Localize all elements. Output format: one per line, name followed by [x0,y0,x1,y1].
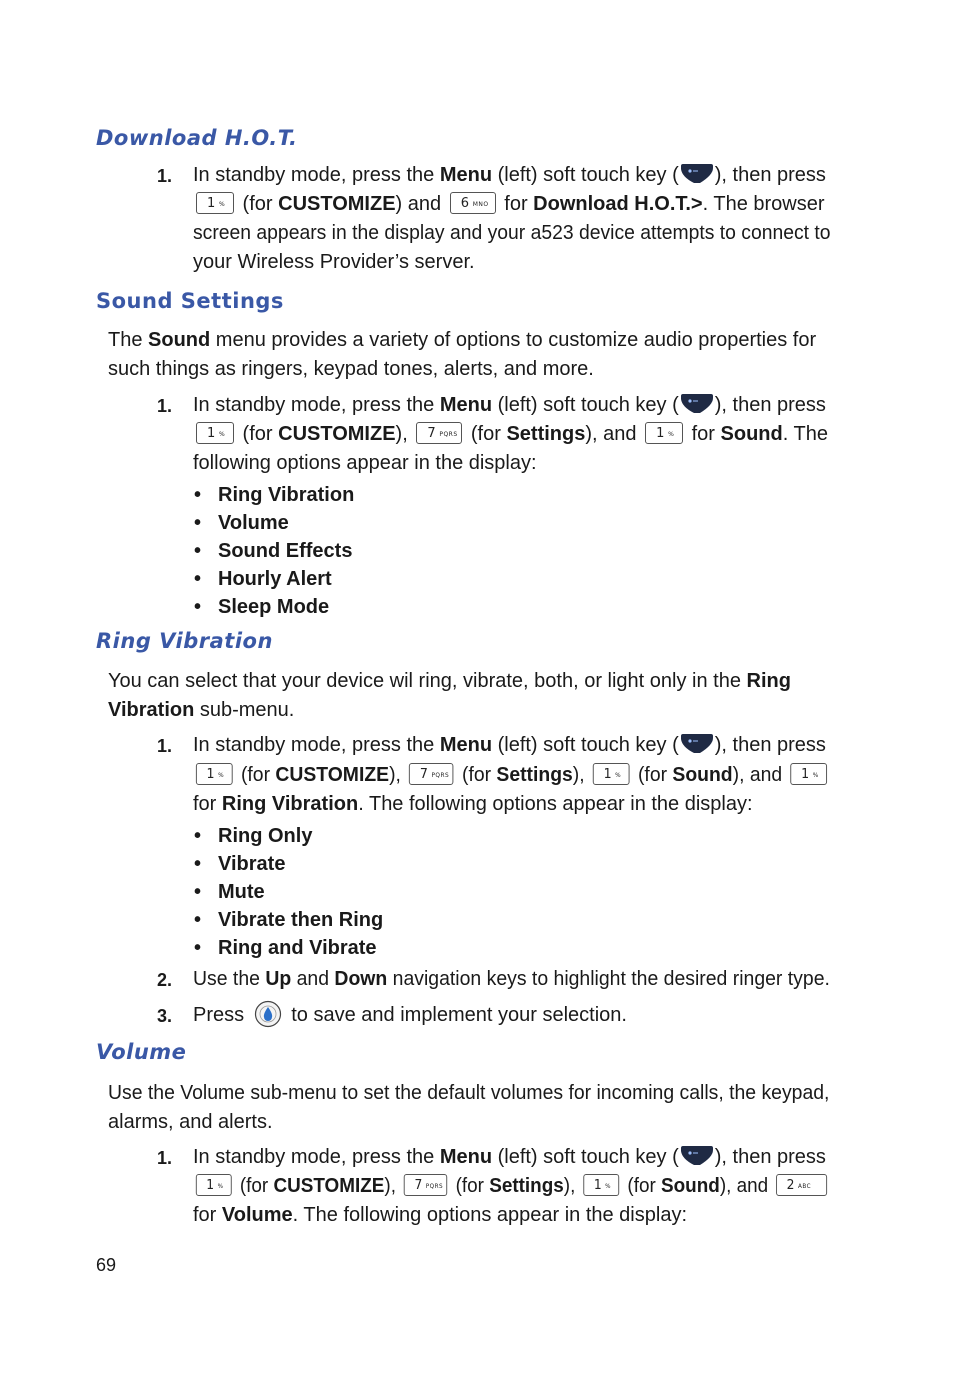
bullet-item: • Vibrate [218,850,285,878]
key-6-icon: 6 MNO [450,192,496,214]
paragraph-line: The Sound menu provides a variety of options to customize audio properties for [108,329,817,351]
step-number: 1. [157,1148,173,1168]
bullet-item: • Ring Only [218,822,312,850]
step-line: your Wireless Provider’s server. [193,251,475,273]
step-line: Press to save and implement your selection. [193,1001,627,1030]
key-1-icon: 1 % [645,422,683,444]
key-1-icon: 1 % [196,1174,232,1196]
paragraph-line: such things as ringers, keypad tones, alerts, and more. [108,358,594,380]
left-soft-key-icon [680,733,714,755]
key-1-icon: 1 % [593,763,630,785]
step-line: for Ring Vibration. The following options appear in the display: [193,793,753,815]
step-number: 1. [157,736,173,756]
step-line: 1 % (for CUSTOMIZE), 7 PQRS (for Settings), 1 % (for Sound), and 2 ABC [193,1172,830,1201]
heading-sound-settings: Sound Settings [96,289,284,313]
bullet-item: • Volume [218,509,289,537]
page-number: 69 [96,1255,117,1275]
key-1-icon: 1 % [790,763,827,785]
left-soft-key-icon [680,1145,714,1167]
bullet-item: • Ring Vibration [218,481,354,509]
bullet-item: • Sound Effects [218,537,352,565]
heading-ring-vibration: Ring Vibration [96,629,273,653]
step-line: Use the Up and Down navigation keys to highlight the desired ringer type. [193,968,830,990]
step-line: following options appear in the display: [193,452,537,474]
paragraph-line: You can select that your device wil ring, vibrate, both, or light only in the Ring [108,670,791,692]
step-line: 1 % (for CUSTOMIZE) and 6 MNO for Download H.O.T.>. The browser [193,190,825,219]
step-line: 1 % (for CUSTOMIZE), 7 PQRS (for Settings), 1 % (for Sound), and 1 % [193,761,830,790]
ok-key-icon [254,1000,282,1028]
key-2-icon: 2 ABC [776,1174,827,1196]
bullet-item: • Vibrate then Ring [218,906,383,934]
step-number: 1. [157,166,173,186]
left-soft-key-icon [680,393,714,415]
key-7-icon: 7 PQRS [409,763,454,785]
bullet-item: • Mute [218,878,265,906]
step-number: 1. [157,396,173,416]
key-1-icon: 1 % [583,1174,619,1196]
step-line: screen appears in the display and your a523 device attempts to connect to [193,222,831,244]
step-line: In standby mode, press the Menu (left) soft touch key ( ), then press [193,734,826,756]
step-line: In standby mode, press the Menu (left) soft touch key ( ), then press [193,394,826,416]
key-1-icon: 1 % [196,422,234,444]
left-soft-key-icon [680,163,714,185]
key-1-icon: 1 % [196,192,234,214]
bullet-item: • Ring and Vibrate [218,934,377,962]
key-7-icon: 7 PQRS [404,1174,447,1196]
bullet-item: • Hourly Alert [218,565,332,593]
key-1-icon: 1 % [196,763,233,785]
step-line: In standby mode, press the Menu (left) soft touch key ( ), then press [193,1146,826,1168]
paragraph-line: Vibration sub-menu. [108,699,295,721]
step-line: In standby mode, press the Menu (left) soft touch key ( ), then press [193,164,826,186]
step-line: for Volume. The following options appear in the display: [193,1204,687,1226]
step-line: 1 % (for CUSTOMIZE), 7 PQRS (for Settings), and 1 % for Sound. The [193,420,828,449]
step-number: 3. [157,1006,173,1026]
paragraph-line: Use the Volume sub-menu to set the default volumes for incoming calls, the keypad, [108,1082,830,1104]
heading-download-hot: Download H.O.T. [96,126,298,150]
bullet-item: • Sleep Mode [218,593,329,621]
key-7-icon: 7 PQRS [416,422,462,444]
paragraph-line: alarms, and alerts. [108,1111,273,1133]
heading-volume: Volume [96,1040,187,1064]
step-number: 2. [157,970,173,990]
